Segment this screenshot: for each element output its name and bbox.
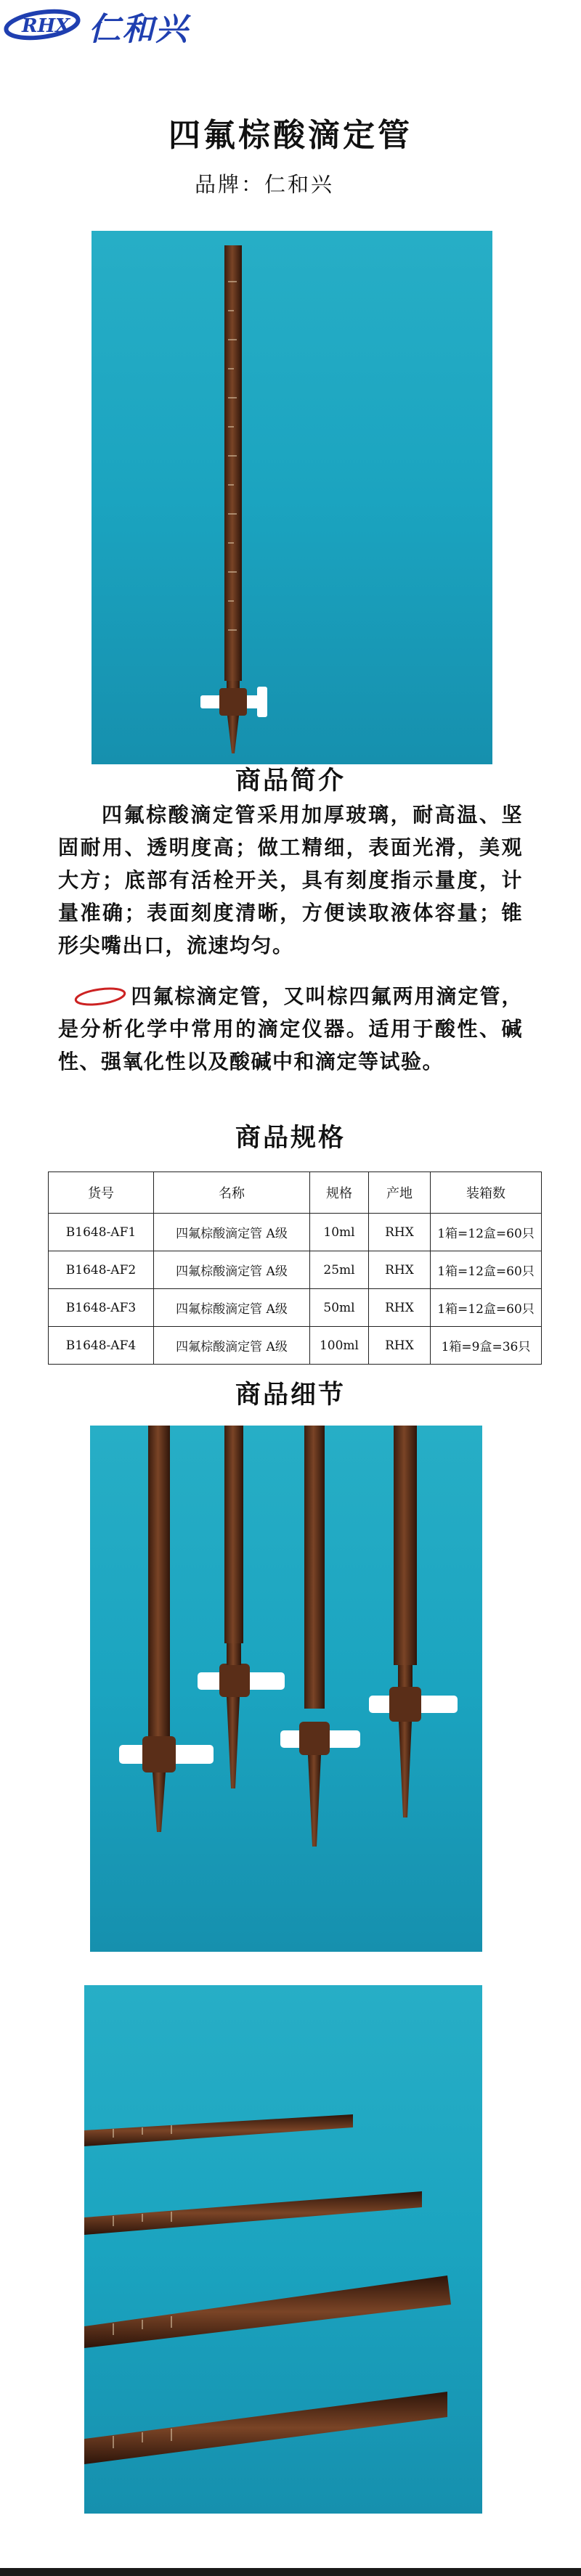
detail-photo-graduations	[84, 1985, 482, 2514]
spec-header-row	[49, 1172, 542, 1214]
cell-origin: RHX	[369, 1327, 431, 1365]
cell-sku: B1648-AF2	[49, 1251, 154, 1289]
col-header: 规格	[310, 1172, 369, 1214]
col-header: 货号	[49, 1172, 154, 1214]
logo-emblem-text: RHX	[22, 15, 70, 37]
logo-text: 仁和兴	[89, 11, 189, 48]
cell-origin: RHX	[369, 1214, 431, 1251]
brand-line: 品牌：仁和兴	[195, 172, 335, 197]
brand-mini-logo-icon	[73, 986, 131, 1006]
cell-name: 四氟棕酸滴定管 A级	[154, 1289, 310, 1327]
cell-sku: B1648-AF3	[49, 1289, 154, 1327]
table-row	[49, 1327, 542, 1365]
cell-packing: 1箱=9盒=36只	[431, 1327, 542, 1365]
intro-heading: 商品简介	[235, 766, 346, 796]
table-row	[49, 1251, 542, 1289]
intro-paragraph-1: 四氟棕酸滴定管采用加厚玻璃，耐高温、坚固耐用、透明度高；做工精细，表面光滑，美观大方；底部有活栓开关，具有刻度指示量度，计量准确；表面刻度清晰，方便读取液体容量；锥形尖嘴出口，流速均匀。	[58, 803, 523, 957]
cell-sku: B1648-AF1	[49, 1214, 154, 1251]
burette-illustration	[92, 231, 492, 764]
four-burettes-illustration	[90, 1426, 482, 1952]
cell-size: 10ml	[310, 1214, 369, 1251]
cell-origin: RHX	[369, 1251, 431, 1289]
col-header: 产地	[369, 1172, 431, 1214]
table-row	[49, 1214, 542, 1251]
detail-photo-four-burettes	[90, 1426, 482, 1952]
specs-heading: 商品规格	[235, 1124, 346, 1153]
cell-size: 100ml	[310, 1327, 369, 1365]
graduated-tubes-illustration	[84, 1985, 482, 2514]
col-header: 装箱数	[431, 1172, 542, 1214]
cell-name: 四氟棕酸滴定管 A级	[154, 1214, 310, 1251]
cell-size: 50ml	[310, 1289, 369, 1327]
cell-name: 四氟棕酸滴定管 A级	[154, 1327, 310, 1365]
cell-packing: 1箱=12盒=60只	[431, 1251, 542, 1289]
cell-size: 25ml	[310, 1251, 369, 1289]
bottom-divider	[0, 2568, 581, 2576]
cell-sku: B1648-AF4	[49, 1327, 154, 1365]
details-heading: 商品细节	[235, 1381, 346, 1410]
intro-paragraph-2-text: 四氟棕滴定管，又叫棕四氟两用滴定管，是分析化学中常用的滴定仪器。适用于酸性、碱性、强氧化性以及酸碱中和滴定等试验。	[58, 984, 523, 1074]
spec-table	[48, 1172, 542, 1365]
cell-packing: 1箱=12盒=60只	[431, 1214, 542, 1251]
cell-packing: 1箱=12盒=60只	[431, 1289, 542, 1327]
intro-paragraph-2	[58, 980, 523, 1078]
product-photo-main	[92, 231, 492, 764]
product-title: 四氟棕酸滴定管	[168, 117, 413, 154]
cell-origin: RHX	[369, 1289, 431, 1327]
col-header: 名称	[154, 1172, 310, 1214]
cell-name: 四氟棕酸滴定管 A级	[154, 1251, 310, 1289]
table-row	[49, 1289, 542, 1327]
